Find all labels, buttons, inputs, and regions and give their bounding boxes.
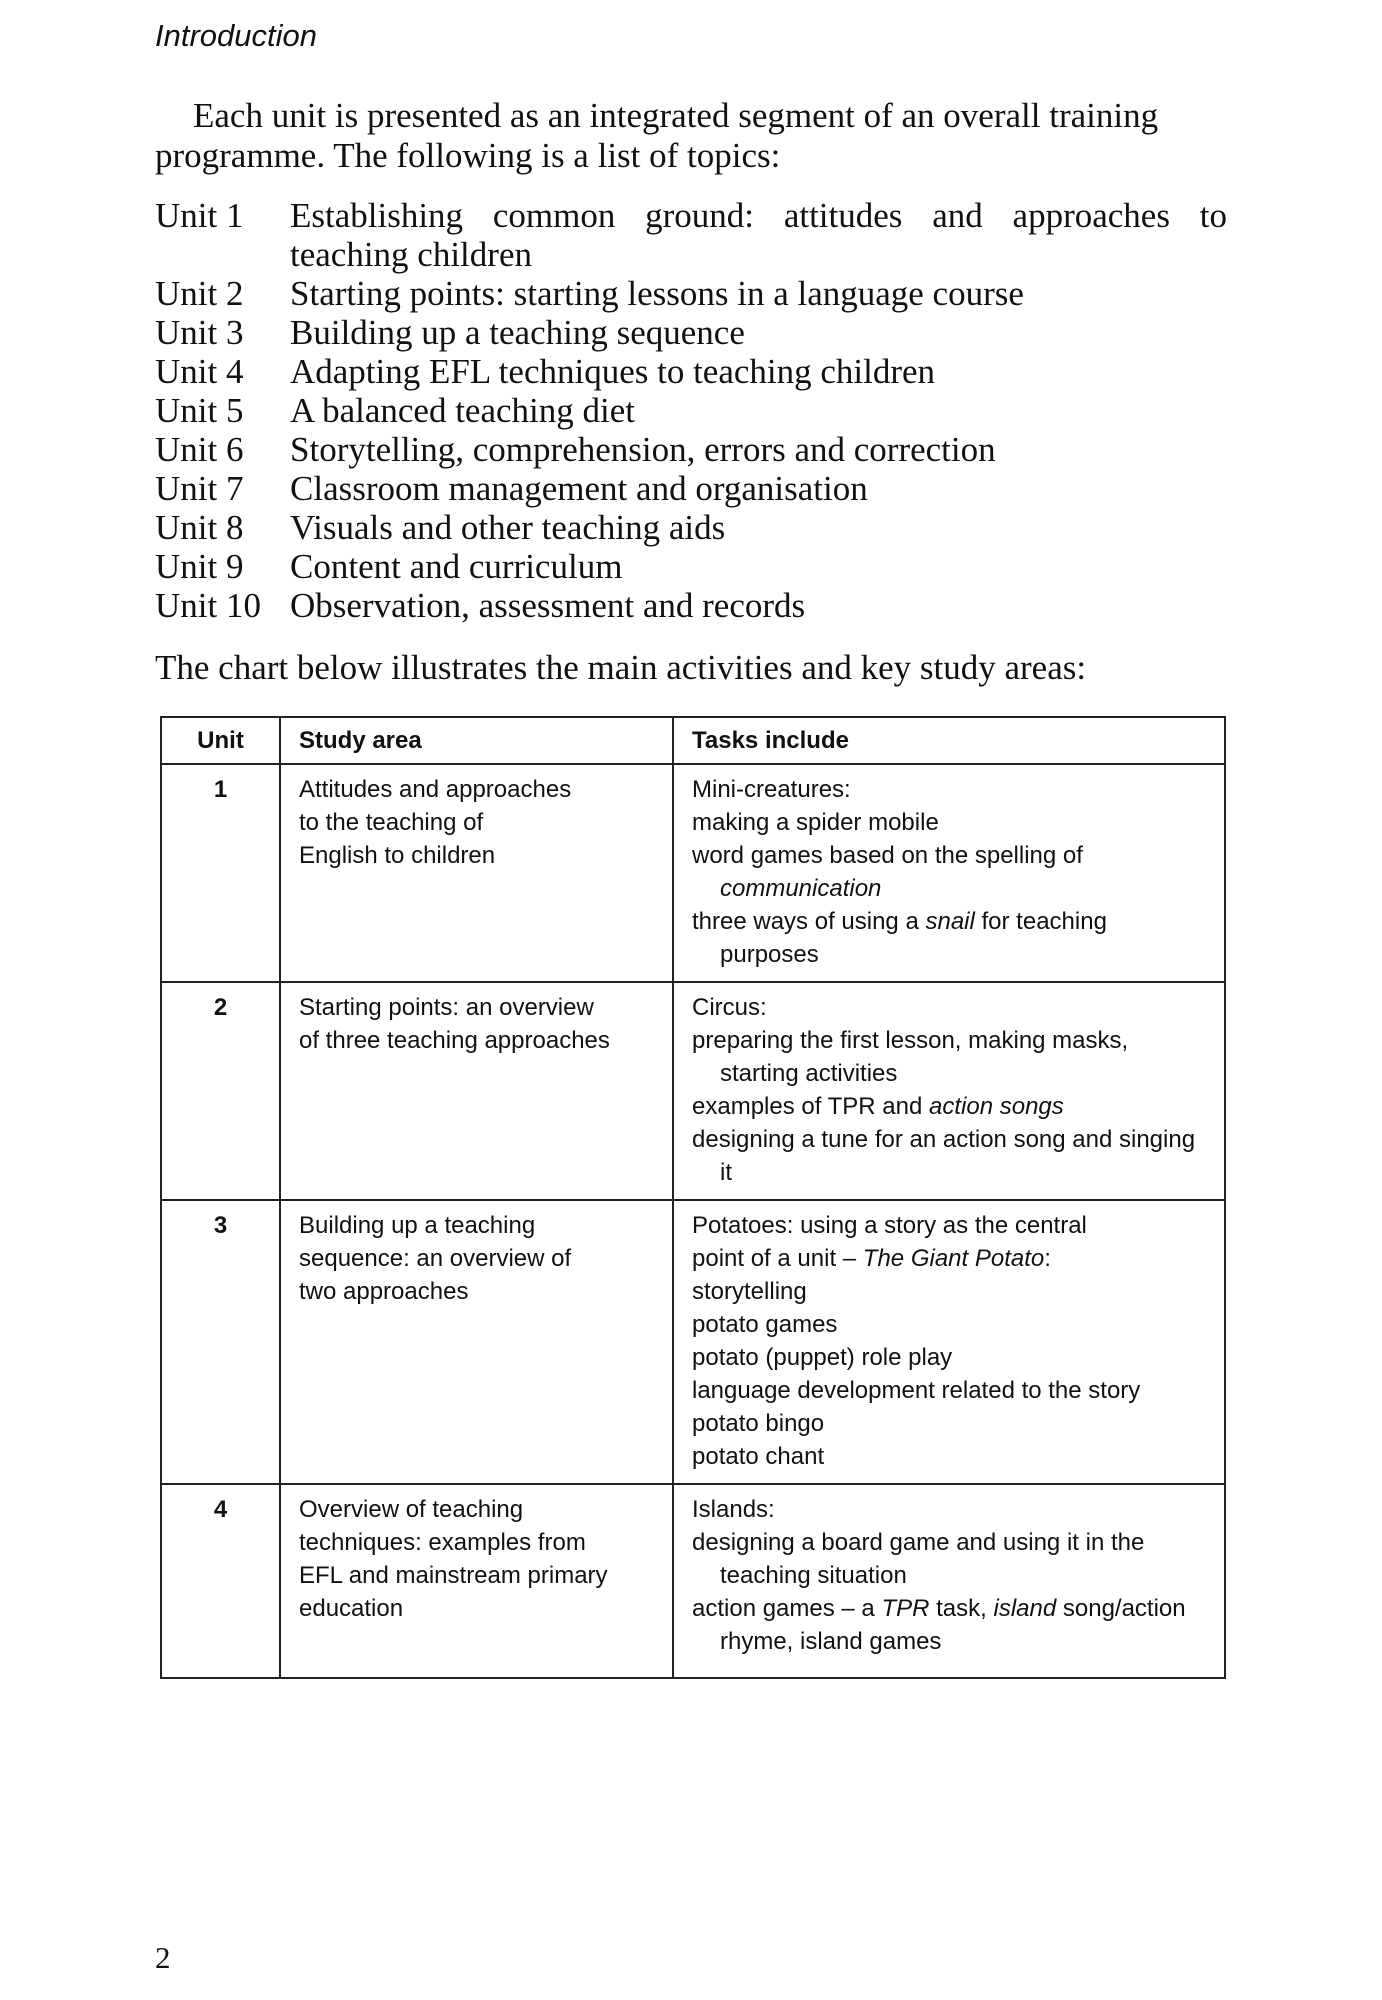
cell-unit: 1: [161, 764, 280, 982]
task-text: potato games: [692, 1311, 838, 1338]
task-text: three ways of using a: [692, 908, 926, 935]
page-number: 2: [155, 1940, 171, 1975]
task-text: Islands:: [692, 1496, 775, 1523]
table-body: [161, 764, 1225, 1678]
unit-label: Unit 1: [155, 196, 244, 235]
unit-title-line: teaching children: [290, 235, 532, 274]
unit-label: Unit 5: [155, 391, 244, 430]
cell-study-area: [280, 1484, 673, 1678]
task-text: language development related to the story: [692, 1377, 1141, 1404]
cell-study-area: [280, 1200, 673, 1484]
unit-title: Visuals and other teaching aids: [290, 508, 726, 547]
task-item: [692, 1592, 1206, 1658]
study-area-line: education: [299, 1595, 404, 1622]
unit-list: [155, 196, 1227, 625]
unit-list-item: [155, 547, 1227, 586]
header-unit: Unit: [161, 717, 280, 764]
task-text: making a spider mobile: [692, 809, 939, 836]
unit-list-item: [155, 274, 1227, 313]
unit-title: Adapting EFL techniques to teaching children: [290, 352, 936, 391]
task-item: [692, 839, 1206, 905]
intro-text: Each unit is presented as an integrated segment of an overall training programme. The following is a list of topics:: [155, 96, 1159, 175]
task-text: Potatoes: using a story as the central: [692, 1212, 1087, 1239]
unit-list-item: [155, 196, 1227, 274]
study-area-line: sequence: an overview of: [299, 1245, 572, 1272]
table-row: [161, 982, 1225, 1200]
study-area-line: EFL and mainstream primary: [299, 1562, 608, 1589]
task-text: :: [1044, 1245, 1051, 1272]
task-item: [692, 1440, 1206, 1473]
task-text: potato (puppet) role play: [692, 1344, 953, 1371]
unit-title: Building up a teaching sequence: [290, 313, 745, 352]
unit-title: Storytelling, comprehension, errors and correction: [290, 430, 996, 469]
unit-label: Unit 2: [155, 274, 244, 313]
unit-title: Content and curriculum: [290, 547, 623, 586]
task-item: [692, 1242, 1206, 1275]
study-area-line: Overview of teaching: [299, 1496, 524, 1523]
unit-list-item: [155, 313, 1227, 352]
unit-list-item: [155, 586, 1227, 625]
unit-label: Unit 8: [155, 508, 244, 547]
study-area-line: techniques: examples from: [299, 1529, 586, 1556]
study-area-line: English to children: [299, 842, 496, 869]
task-item: [692, 1374, 1206, 1407]
task-text: potato bingo: [692, 1410, 825, 1437]
unit-label: Unit 7: [155, 469, 244, 508]
task-text: storytelling: [692, 1278, 807, 1305]
task-item: [692, 1275, 1206, 1308]
task-item: [692, 1341, 1206, 1374]
task-text-italic: action songs: [929, 1093, 1064, 1120]
task-item: [692, 1493, 1206, 1526]
header-tasks-include: Tasks include: [673, 717, 1225, 764]
chart-intro: The chart below illustrates the main activities and key study areas:: [155, 648, 1087, 687]
table-header-row: [161, 717, 1225, 764]
task-item: [692, 1024, 1206, 1090]
cell-tasks: [673, 1484, 1225, 1678]
task-text-italic: island: [993, 1595, 1057, 1622]
study-area-line: of three teaching approaches: [299, 1027, 610, 1054]
table-row: [161, 1484, 1225, 1678]
task-item: [692, 991, 1206, 1024]
task-item: [692, 1526, 1206, 1592]
study-area-line: Starting points: an overview: [299, 994, 594, 1021]
task-item: [692, 1308, 1206, 1341]
unit-label: Unit 4: [155, 352, 244, 391]
task-text-italic: The Giant Potato: [862, 1245, 1045, 1272]
task-text: preparing the first lesson, making masks, starting activities: [692, 1027, 1129, 1087]
task-text: potato chant: [692, 1443, 825, 1470]
unit-list-item: [155, 391, 1227, 430]
unit-list-item: [155, 430, 1227, 469]
unit-title: [290, 196, 1227, 274]
cell-study-area: [280, 764, 673, 982]
task-text: for teaching purposes: [720, 908, 1107, 968]
unit-label: Unit 3: [155, 313, 244, 352]
task-text: Mini-creatures:: [692, 776, 851, 803]
task-item: [692, 1090, 1206, 1123]
unit-label: Unit 9: [155, 547, 244, 586]
task-text-italic: TPR: [881, 1595, 930, 1622]
header-study-area: Study area: [280, 717, 673, 764]
task-text: point of a unit –: [692, 1245, 863, 1272]
unit-list-item: [155, 469, 1227, 508]
unit-title-line: Establishing common ground: attitudes and approaches to: [290, 196, 1227, 235]
unit-title: Observation, assessment and records: [290, 586, 806, 625]
cell-study-area: [280, 982, 673, 1200]
running-header: Introduction: [155, 18, 317, 53]
table-row: [161, 1200, 1225, 1484]
cell-unit: 2: [161, 982, 280, 1200]
unit-title: Classroom management and organisation: [290, 469, 868, 508]
task-text-italic: communication: [720, 875, 882, 902]
task-item: [692, 1123, 1206, 1189]
table-row: [161, 764, 1225, 982]
unit-title: Starting points: starting lessons in a language course: [290, 274, 1024, 313]
task-text: song/action rhyme, island games: [720, 1595, 1186, 1655]
study-area-line: Attitudes and approaches: [299, 776, 572, 803]
task-text: word games based on the spelling of: [692, 842, 1083, 869]
unit-list-item: [155, 352, 1227, 391]
intro-paragraph: [155, 96, 1227, 176]
unit-list-item: [155, 508, 1227, 547]
task-text: designing a board game and using it in the teaching situation: [692, 1529, 1145, 1589]
task-text: Circus:: [692, 994, 767, 1021]
study-area-line: Building up a teaching: [299, 1212, 536, 1239]
unit-label: Unit 10: [155, 586, 261, 625]
task-text-italic: snail: [925, 908, 975, 935]
task-item: [692, 1209, 1206, 1242]
study-area-line: two approaches: [299, 1278, 469, 1305]
cell-tasks: [673, 764, 1225, 982]
unit-label: Unit 6: [155, 430, 244, 469]
task-item: [692, 773, 1206, 806]
cell-unit: 4: [161, 1484, 280, 1678]
task-item: [692, 806, 1206, 839]
task-item: [692, 1407, 1206, 1440]
unit-title: A balanced teaching diet: [290, 391, 635, 430]
cell-tasks: [673, 982, 1225, 1200]
cell-tasks: [673, 1200, 1225, 1484]
task-item: [692, 905, 1206, 971]
study-area-line: to the teaching of: [299, 809, 484, 836]
task-text: designing a tune for an action song and singing it: [692, 1126, 1196, 1186]
task-text: action games – a: [692, 1595, 882, 1622]
cell-unit: 3: [161, 1200, 280, 1484]
study-chart-table: [160, 716, 1226, 1679]
task-text: task,: [929, 1595, 994, 1622]
task-text: examples of TPR and: [692, 1093, 930, 1120]
